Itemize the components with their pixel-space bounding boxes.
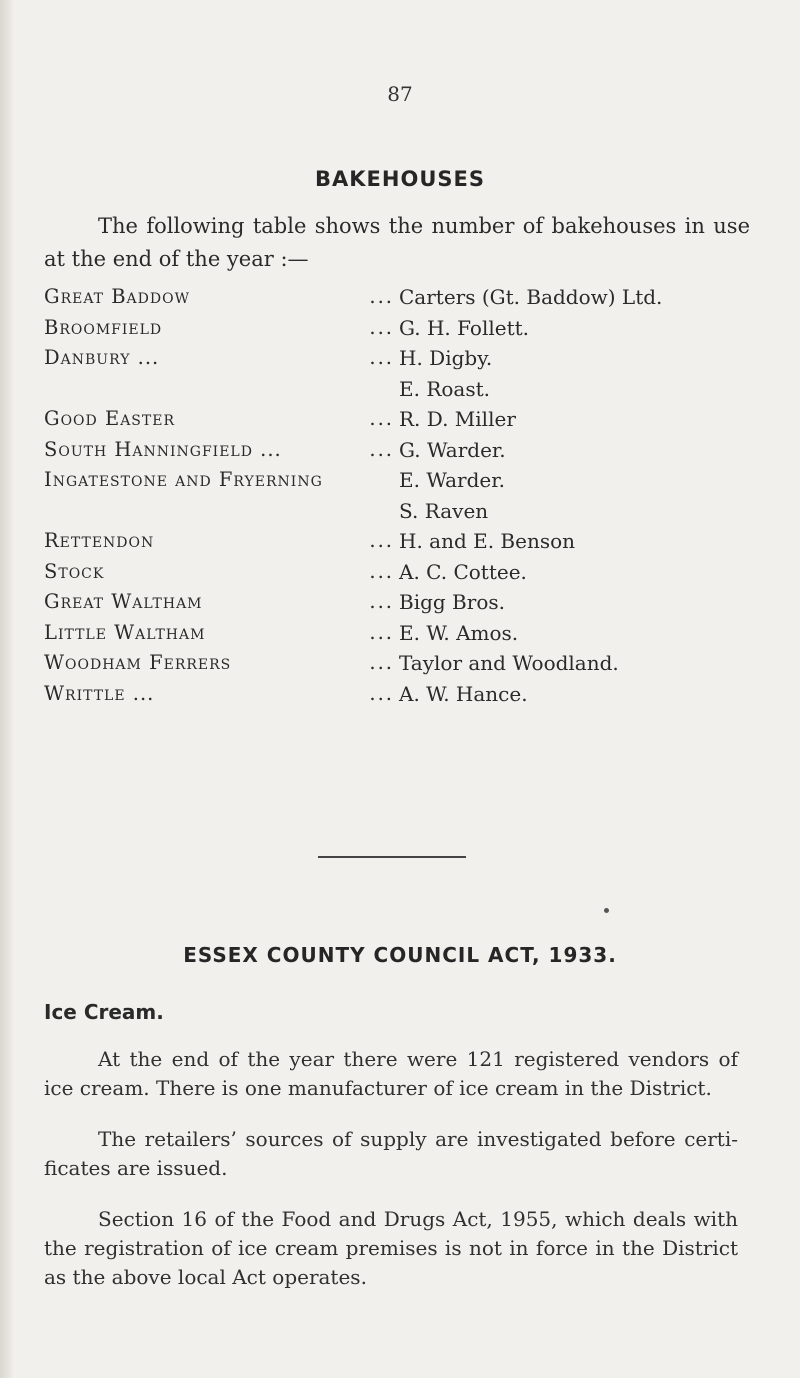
dot-leader: ... — [369, 346, 394, 369]
dot-leader: ... — [369, 407, 394, 430]
owner-name: R. D. Miller — [399, 407, 516, 431]
table-row — [44, 651, 764, 682]
district-name: South Hanningfield ... — [44, 437, 282, 461]
owner-name: G. H. Follett. — [399, 315, 530, 340]
dot-leader: ... — [369, 590, 394, 613]
table-row — [44, 407, 764, 438]
table-row — [44, 529, 764, 560]
paragraph-retailers: The retailers’ sources of supply are investigated before certi- ficates are issued. — [44, 1127, 738, 1180]
district-name: Ingatestone and Fryerning — [44, 468, 323, 491]
owner-name: Bigg Bros. — [399, 590, 505, 614]
table-row — [44, 468, 764, 499]
owner-name: S. Raven — [399, 498, 489, 523]
district-name: Danbury ... — [44, 346, 160, 369]
table-row — [44, 682, 764, 713]
dot-leader: ... — [369, 529, 394, 552]
owner-name: Taylor and Woodland. — [399, 651, 619, 675]
district-name: Broomfield — [44, 315, 163, 339]
table-row — [44, 621, 764, 652]
district-name: Good Easter — [44, 407, 175, 430]
page-binding-edge — [0, 0, 14, 1378]
paragraph-section-16: Section 16 of the Food and Drugs Act, 1955, which deals with the registration of ice cream premises is not in force in the District as the above local Act operates. — [44, 1207, 738, 1289]
table-row — [44, 285, 764, 316]
table-row — [44, 377, 764, 408]
dot-leader: ... — [369, 681, 394, 705]
dot-leader: ... — [369, 620, 394, 644]
print-speck — [604, 908, 609, 913]
owner-name: E. Roast. — [399, 376, 490, 401]
owner-name: H. and E. Benson — [399, 529, 576, 553]
district-name: Stock — [44, 559, 105, 583]
owner-name: G. Warder. — [399, 437, 506, 462]
owner-name: A. W. Hance. — [399, 681, 528, 706]
owner-name: E. W. Amos. — [399, 620, 519, 645]
section-title-bakehouses: BAKEHOUSES — [315, 167, 485, 191]
table-row — [44, 499, 764, 530]
subheading-ice-cream: Ice Cream. — [44, 1000, 164, 1024]
table-row — [44, 438, 764, 469]
table-row — [44, 560, 764, 591]
page-number: 87 — [387, 82, 413, 106]
district-name: Woodham Ferrers — [44, 651, 232, 674]
dot-leader: ... — [369, 285, 394, 308]
table-row — [44, 590, 764, 621]
table-row — [44, 346, 764, 377]
district-name: Great Baddow — [44, 285, 190, 308]
section-title-essex-act: ESSEX COUNTY COUNCIL ACT, 1933. — [183, 943, 617, 967]
intro-paragraph: The following table shows the number of bakehouses in use at the end of the year :— — [44, 214, 750, 271]
bakehouses-table — [44, 285, 764, 712]
owner-name: H. Digby. — [399, 346, 493, 370]
section-divider — [318, 856, 466, 858]
dot-leader: ... — [369, 651, 394, 674]
dot-leader: ... — [369, 315, 394, 339]
dot-leader: ... — [369, 437, 394, 461]
district-name: Writtle ... — [44, 681, 155, 705]
owner-name: E. Warder. — [399, 468, 505, 492]
district-name: Rettendon — [44, 529, 155, 552]
owner-name: Carters (Gt. Baddow) Ltd. — [399, 285, 663, 309]
owner-name: A. C. Cottee. — [399, 559, 527, 584]
dot-leader: ... — [369, 559, 394, 583]
district-name: Little Waltham — [44, 620, 206, 644]
district-name: Great Waltham — [44, 590, 203, 613]
table-row — [44, 316, 764, 347]
paragraph-vendors: At the end of the year there were 121 registered vendors of ice cream. There is one manufacturer of ice cream in the District. — [44, 1047, 738, 1100]
